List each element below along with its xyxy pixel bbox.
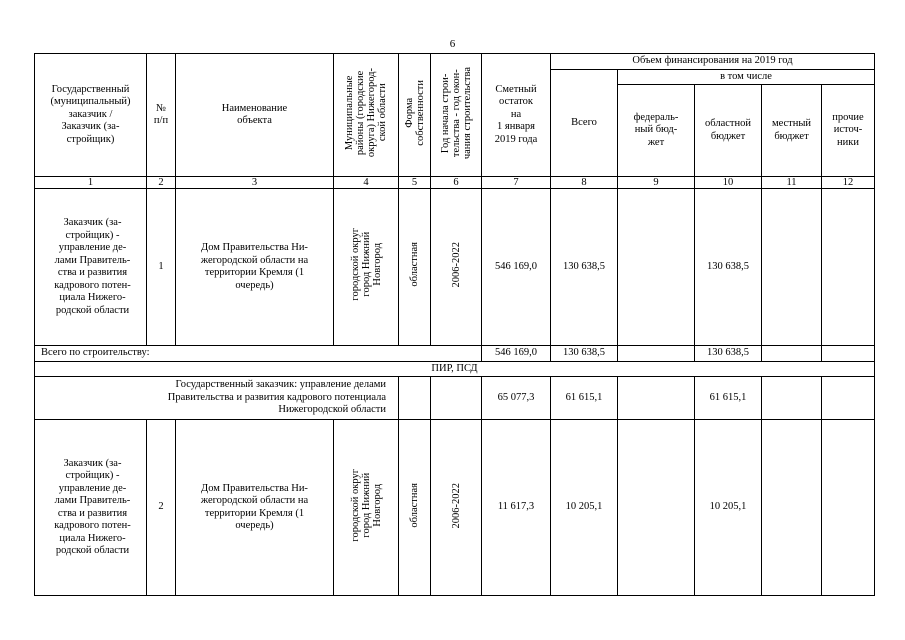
row-years-text: 2006-2022 [450,242,462,288]
header-years [431,54,482,177]
header-customer: Государственный (муниципальный) заказчик / Заказчик (за- стройщик) [35,54,147,177]
row-total: 10 205,1 [551,420,618,596]
row-number: 2 [147,420,176,596]
table-row [35,189,875,346]
row-customer: Заказчик (за- стройщик) - управление де- лами Правитель- ства и развития кадрового потен- циала Нижего- родской области [35,189,147,346]
col-index: 7 [482,177,551,189]
row-regional: 10 205,1 [695,420,762,596]
header-estimate: Сметный остаток на 1 января 2019 года [482,54,551,177]
investment-table [34,53,875,596]
row-years-text: 2006-2022 [450,482,462,528]
state-customer-label: Государственный заказчик: управление делами Правительства и развития кадрового потенциала Нижегородской области [35,377,399,420]
header-row-1 [35,54,875,70]
row-customer: Заказчик (за- стройщик) - управление де- лами Правитель- ства и развития кадрового потен- циала Нижего- родской области [35,420,147,596]
header-total: Всего [551,69,618,177]
row-years [431,420,482,596]
row-object: Дом Правительства Ни- жегородской области на территории Кремля (1 очередь) [176,189,334,346]
construction-total-local [762,346,822,362]
section-title-row [35,361,875,377]
state-customer-estimate: 65 077,3 [482,377,551,420]
row-number: 1 [147,189,176,346]
state-customer-years [431,377,482,420]
row-municipal [334,420,399,596]
row-estimate: 546 169,0 [482,189,551,346]
row-federal [618,189,695,346]
row-municipal-text: городской округ город Нижний Новгород [349,228,383,302]
col-index: 9 [618,177,695,189]
row-local [762,189,822,346]
row-ownership-text: областная [409,482,420,528]
col-index: 5 [399,177,431,189]
row-municipal [334,189,399,346]
state-customer-regional: 61 615,1 [695,377,762,420]
state-customer-local [762,377,822,420]
col-index: 11 [762,177,822,189]
state-customer-total: 61 615,1 [551,377,618,420]
construction-total-total: 130 638,5 [551,346,618,362]
header-funding: Объем финансирования на 2019 год [551,54,875,70]
column-index-row [35,177,875,189]
row-total: 130 638,5 [551,189,618,346]
row-ownership [399,420,431,596]
header-number: № п/п [147,54,176,177]
header-other: прочие источ- ники [822,85,875,177]
col-index: 2 [147,177,176,189]
row-regional: 130 638,5 [695,189,762,346]
header-municipal-text: Муниципальные районы (городские округа) Нижегород- ской области [344,68,388,158]
header-ownership [399,54,431,177]
col-index: 3 [176,177,334,189]
col-index: 4 [334,177,399,189]
col-index: 12 [822,177,875,189]
header-regional: областной бюджет [695,85,762,177]
row-object: Дом Правительства Ни- жегородской области на территории Кремля (1 очередь) [176,420,334,596]
header-local: местный бюджет [762,85,822,177]
row-local [762,420,822,596]
row-other [822,420,875,596]
header-including: в том числе [618,69,875,85]
construction-total-regional: 130 638,5 [695,346,762,362]
row-ownership-text: областная [409,242,420,288]
table-row [35,420,875,596]
construction-total-other [822,346,875,362]
col-index: 1 [35,177,147,189]
construction-total-estimate: 546 169,0 [482,346,551,362]
row-other [822,189,875,346]
header-years-text: Год начала строи- тельства - год окон- чания строительства [439,66,473,159]
page-number: 6 [449,38,456,50]
header-federal: федераль- ный бюд- жет [618,85,695,177]
row-estimate: 11 617,3 [482,420,551,596]
state-customer-ownership [399,377,431,420]
row-years [431,189,482,346]
state-customer-other [822,377,875,420]
col-index: 6 [431,177,482,189]
construction-total-label: Всего по строительству: [35,346,482,362]
construction-total-row [35,346,875,362]
header-municipal [334,54,399,177]
section-title: ПИР, ПСД [35,361,875,377]
col-index: 10 [695,177,762,189]
row-federal [618,420,695,596]
row-municipal-text: городской округ город Нижний Новгород [349,468,383,542]
row-ownership [399,189,431,346]
state-customer-federal [618,377,695,420]
col-index: 8 [551,177,618,189]
state-customer-row [35,377,875,420]
header-ownership-text: Форма собственности [403,79,426,146]
header-object-name: Наименование объекта [176,54,334,177]
construction-total-federal [618,346,695,362]
